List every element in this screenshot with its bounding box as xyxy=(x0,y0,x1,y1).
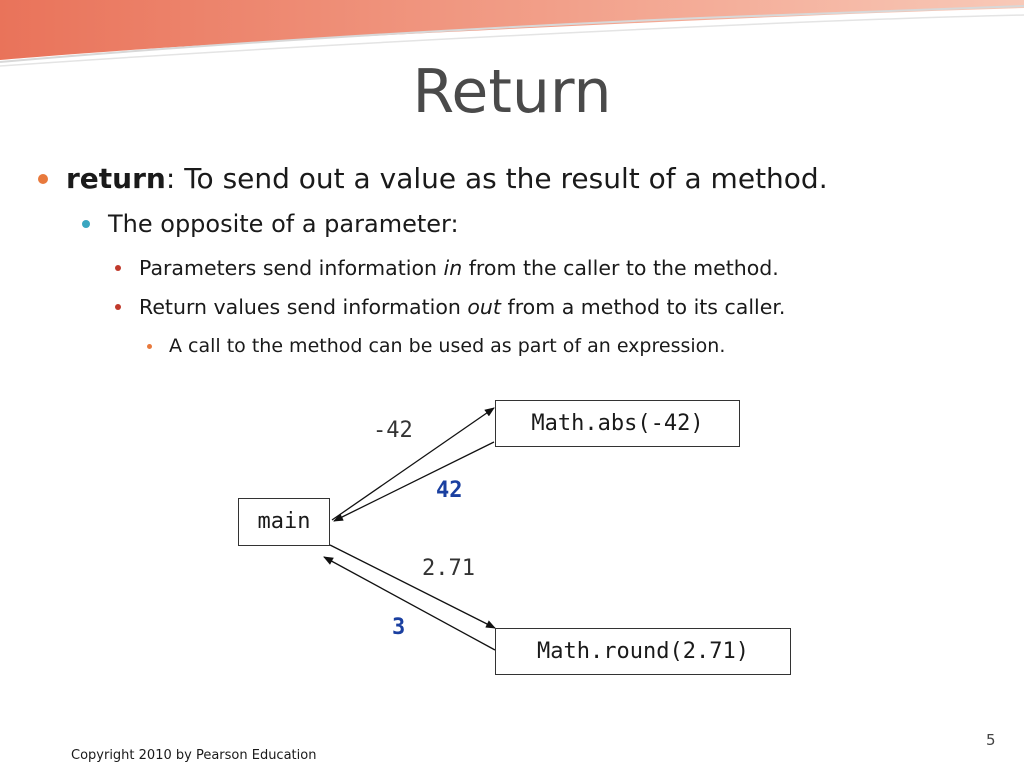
term-return: return xyxy=(66,162,166,195)
argument-label-round: 2.71 xyxy=(422,556,475,581)
arrow-call-abs xyxy=(332,408,494,520)
slide-title: Return xyxy=(412,57,612,127)
bullet-text-after: from a method to its caller. xyxy=(500,295,786,319)
definition-text: : To send out a value as the result of a method. xyxy=(165,162,828,195)
math-round-box: Math.round(2.71) xyxy=(495,628,791,675)
math-abs-box: Math.abs(-42) xyxy=(495,400,740,447)
copyright-footer: Copyright 2010 by Pearson Education xyxy=(71,748,317,763)
bullet-text-before: Parameters send information xyxy=(139,256,444,280)
emphasis-in: in xyxy=(443,256,463,280)
bullet-text: A call to the method can be used as part of an expression. xyxy=(169,335,726,357)
argument-label-abs: -42 xyxy=(373,418,413,443)
bullet-text: The opposite of a parameter: xyxy=(108,210,459,238)
return-label-round: 3 xyxy=(392,615,406,640)
page-number: 5 xyxy=(986,731,996,749)
bullet-text-after: from the caller to the method. xyxy=(462,256,779,280)
return-label-abs: 42 xyxy=(436,478,463,503)
arrow-return-abs xyxy=(334,442,494,521)
main-box: main xyxy=(238,498,330,546)
bullet-text-before: Return values send information xyxy=(139,295,468,319)
emphasis-out: out xyxy=(467,295,501,319)
